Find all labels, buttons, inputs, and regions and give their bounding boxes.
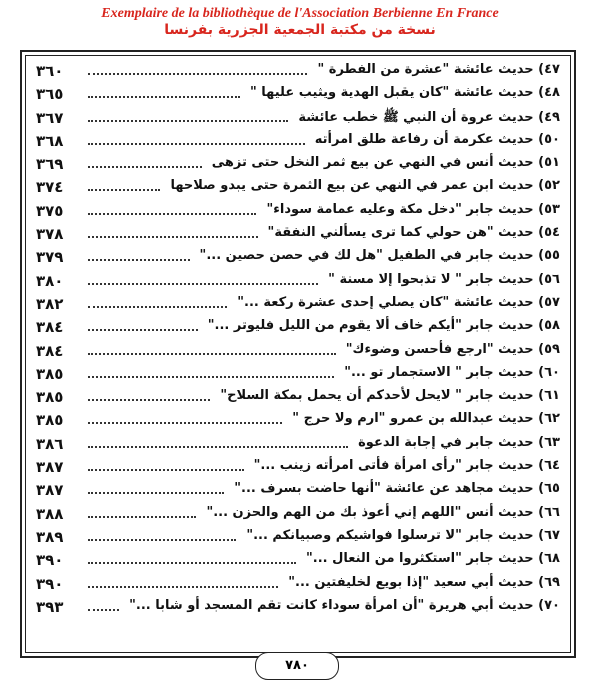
toc-entry (28, 293, 568, 316)
toc-entry-leader (88, 446, 348, 448)
toc-entry-leader (88, 399, 210, 401)
toc-entry-title: ٦٩) حديث أبي سعيد "إذا بويع لخليفتين ..." (288, 574, 560, 590)
toc-entry-page: ٣٨٥ (36, 411, 64, 430)
page-number: ٧٨٠ (255, 652, 339, 680)
toc-entry (28, 223, 568, 246)
toc-entry-page: ٣٨٤ (36, 318, 64, 337)
toc-entry-title: ٦٦) حديث أنس "اللهم إني أعوذ بك من الهم والحزن ..." (206, 504, 560, 520)
toc-entry-title: ٦٣) حديث جابر في إجابة الدعوة (358, 434, 560, 450)
toc-entry-title: ٦٥) حديث مجاهد عن عائشة "أنها حاضت بسرف ..." (234, 481, 560, 497)
toc-entry (28, 503, 568, 526)
toc-entry (28, 456, 568, 479)
toc-entry-title: ٥٣) حديث جابر "دخل مكة وعليه عمامة سوداء" (266, 201, 560, 217)
toc-entry-leader (88, 166, 202, 168)
toc-entry-page: ٣٦٩ (36, 155, 64, 174)
toc-entry (28, 246, 568, 269)
toc-entry-leader (88, 259, 190, 261)
toc-entry-title: ٥٧) حديث عائشة "كان يصلي إحدى عشرة ركعة ..." (237, 294, 560, 310)
toc-entry-title: ٥٨) حديث جابر "أيكم خاف ألا يقوم من الليل فليوتر ..." (207, 318, 560, 334)
toc-entry-title: ٥٦) حديث جابر " لا تذبحوا إلا مسنة " (328, 271, 560, 287)
toc-entry (28, 107, 568, 130)
toc-entry (28, 176, 568, 199)
toc-entry-leader (88, 376, 334, 378)
toc-entry-leader (88, 469, 244, 471)
table-of-contents (28, 60, 568, 619)
toc-entry-leader (88, 516, 196, 518)
toc-entry-leader (88, 353, 336, 355)
toc-entry-leader (88, 143, 305, 145)
toc-entry-leader (88, 562, 296, 564)
toc-entry-title: ٦٠) حديث جابر " الاستجمار تو ..." (344, 364, 560, 380)
toc-entry (28, 60, 568, 83)
toc-entry (28, 83, 568, 106)
toc-entry-leader (88, 422, 282, 424)
toc-entry-leader (88, 236, 258, 238)
toc-entry-page: ٣٧٨ (36, 225, 64, 244)
library-stamp-arabic: نسخة من مكتبة الجمعية الجزرية بفرنسا (164, 22, 436, 38)
toc-entry (28, 386, 568, 409)
toc-entry-title: ٥٠) حديث عكرمة أن رفاعة طلق امرأته (314, 131, 560, 147)
toc-entry (28, 573, 568, 596)
toc-entry (28, 316, 568, 339)
toc-entry-title: ٥٥) حديث جابر في الطفيل "هل لك في حصن حصين ..." (199, 248, 560, 264)
toc-entry-page: ٣٨٥ (36, 364, 64, 383)
toc-entry (28, 409, 568, 432)
toc-entry (28, 479, 568, 502)
toc-entry-title: ٦٢) حديث عبدالله بن عمرو "ارم ولا حرج " (292, 411, 560, 427)
toc-entry-page: ٣٨٧ (36, 458, 64, 477)
toc-entry-page: ٣٨٥ (36, 388, 64, 407)
toc-entry-title: ٥٤) حديث "هن حولي كما ترى يسألني النفقة" (267, 225, 560, 241)
toc-entry-leader (88, 609, 119, 611)
toc-entry (28, 433, 568, 456)
toc-entry (28, 363, 568, 386)
toc-entry-page: ٣٦٠ (36, 62, 64, 80)
toc-entry-title: ٦٤) حديث جابر "رأى امرأة فأتى امرأته زينب ..." (253, 458, 560, 474)
toc-entry-leader (88, 96, 240, 98)
toc-entry (28, 130, 568, 153)
toc-entry-title: ٦٧) حديث جابر "لا ترسلوا فواشيكم وصبيانكم ..." (246, 527, 560, 543)
toc-entry-page: ٣٨٦ (36, 434, 64, 453)
toc-entry-leader (88, 539, 236, 541)
toc-entry (28, 200, 568, 223)
toc-entry-page: ٣٧٥ (36, 201, 64, 220)
toc-entry (28, 526, 568, 549)
toc-entry-title: ٤٩) حديث عروة أن النبي ﷺ خطب عائشة (298, 109, 560, 125)
toc-entry-title: ٤٨) حديث عائشة "كان يقبل الهدية ويثيب عليها " (249, 85, 560, 101)
toc-entry-page: ٣٨٨ (36, 504, 64, 523)
toc-entry-title: ٥٩) حديث "ارجع فأحسن وضوءك" (345, 341, 560, 357)
toc-entry-page: ٣٦٥ (36, 85, 64, 104)
toc-entry (28, 270, 568, 293)
toc-entry (28, 340, 568, 363)
toc-entry-leader (88, 189, 160, 191)
toc-entry-title: ٤٧) حديث عائشة "عشرة من الفطرة " (317, 62, 560, 77)
toc-entry-page: ٣٩٣ (36, 597, 64, 616)
toc-entry (28, 153, 568, 176)
toc-entry-leader (88, 492, 224, 494)
toc-entry-page: ٣٨٩ (36, 527, 64, 546)
toc-entry-page: ٣٧٩ (36, 248, 64, 267)
toc-entry-title: ٥٢) حديث ابن عمر في النهي عن بيع الثمرة حتى يبدو صلاحها (170, 178, 560, 194)
toc-entry-title: ٧٠) حديث أبي هريرة "أن امرأة سوداء كانت تقم المسجد أو شابا ..." (129, 597, 560, 613)
toc-entry-page: ٣٨٧ (36, 481, 64, 500)
library-stamp-english: Exemplaire de la bibliothèque de l'Association Berbienne En France (101, 6, 499, 21)
toc-entry-page: ٣٦٧ (36, 108, 64, 127)
toc-entry-title: ٥١) حديث أنس في النهي عن بيع ثمر النخل حتى تزهى (211, 155, 560, 171)
toc-entry-title: ٦١) حديث جابر " لايحل لأحدكم أن يحمل بمكة السلاح" (220, 388, 560, 404)
toc-entry-leader (88, 213, 256, 215)
toc-entry-leader (88, 306, 227, 308)
toc-entry-page: ٣٨٠ (36, 271, 64, 290)
toc-entry-leader (88, 283, 318, 285)
toc-entry-leader (88, 120, 288, 122)
toc-entry-page: ٣٨٢ (36, 294, 64, 313)
toc-entry-title: ٦٨) حديث جابر "استكثروا من النعال ..." (305, 551, 560, 567)
toc-entry (28, 596, 568, 619)
toc-entry-page: ٣٩٠ (36, 574, 64, 593)
toc-entry-leader (88, 73, 307, 75)
toc-entry-page: ٣٧٤ (36, 178, 64, 197)
toc-entry-leader (88, 329, 198, 331)
toc-entry-page: ٣٦٨ (36, 131, 64, 150)
toc-entry-page: ٣٨٤ (36, 341, 64, 360)
toc-entry (28, 549, 568, 572)
toc-entry-leader (88, 586, 278, 588)
toc-entry-page: ٣٩٠ (36, 551, 64, 570)
